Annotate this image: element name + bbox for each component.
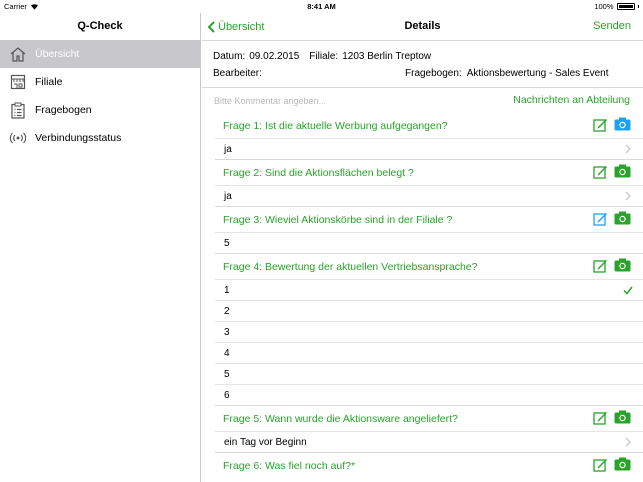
clipboard-icon — [9, 101, 27, 119]
datum-label: Datum: — [213, 51, 246, 62]
comment-input[interactable]: Bitte Kommentar angeben... — [214, 96, 327, 106]
send-button[interactable]: Senden — [593, 20, 631, 32]
edit-note-icon[interactable] — [593, 457, 608, 472]
back-button-label: Übersicht — [218, 20, 265, 33]
camera-icon[interactable] — [614, 164, 631, 178]
edit-note-icon[interactable] — [593, 410, 608, 425]
option-row[interactable] — [215, 363, 643, 384]
home-icon — [9, 45, 27, 63]
camera-icon[interactable] — [614, 410, 631, 424]
sidebar-item-uebersicht[interactable] — [0, 40, 200, 68]
store-icon — [9, 73, 27, 91]
visit-info — [202, 40, 643, 88]
question-text: Frage 5: Wann wurde die Aktionsware angeliefert? — [223, 412, 458, 425]
answer-value: ein Tag vor Beginn — [224, 436, 307, 448]
question-block — [215, 160, 643, 207]
question-block — [215, 453, 643, 478]
option-value: 3 — [224, 326, 230, 338]
question-text: Frage 2: Sind die Aktionsflächen belegt ? — [223, 166, 414, 179]
answer-row[interactable] — [215, 431, 643, 452]
question-block — [215, 254, 643, 406]
sidebar-item-label: Filiale — [35, 76, 63, 88]
option-row[interactable] — [215, 384, 643, 405]
answer-value: ja — [224, 143, 232, 155]
sidebar-item-verbindungsstatus[interactable] — [0, 124, 200, 152]
sidebar-item-label: Verbindungsstatus — [35, 132, 122, 144]
edit-note-icon[interactable] — [593, 164, 608, 179]
camera-icon[interactable] — [614, 117, 631, 131]
edit-note-icon[interactable] — [593, 117, 608, 132]
chevron-right-icon — [623, 437, 633, 447]
fragebogen-label: Fragebogen: — [405, 68, 462, 79]
sidebar — [0, 13, 201, 482]
camera-icon[interactable] — [614, 211, 631, 225]
option-value: 4 — [224, 347, 230, 359]
comment-row — [202, 88, 643, 113]
fragebogen-value: Aktionsbewertung - Sales Event — [466, 68, 609, 79]
question-row — [215, 160, 643, 185]
chevron-right-icon — [623, 191, 633, 201]
filiale-value: 1203 Berlin Treptow — [342, 51, 432, 62]
question-text: Frage 1: Ist die aktuelle Werbung aufgegangen? — [223, 119, 448, 132]
option-row[interactable] — [215, 300, 643, 321]
carrier-label: Carrier — [4, 2, 27, 11]
question-row — [215, 254, 643, 279]
answer-value: 5 — [224, 237, 230, 249]
question-text: Frage 4: Bewertung der aktuellen Vertriebsansprache? — [223, 260, 478, 273]
question-row — [215, 406, 643, 431]
question-text: Frage 3: Wieviel Aktionskörbe sind in der Filiale ? — [223, 213, 453, 226]
edit-note-icon[interactable] — [593, 211, 608, 226]
option-value: 1 — [224, 284, 230, 296]
battery-percent: 100% — [594, 2, 614, 11]
clock: 8:41 AM — [307, 2, 336, 11]
option-value: 6 — [224, 389, 230, 401]
datum-value: 09.02.2015 — [249, 51, 300, 62]
question-list — [215, 113, 643, 478]
option-value: 5 — [224, 368, 230, 380]
question-row — [215, 113, 643, 138]
camera-icon[interactable] — [614, 258, 631, 272]
checkmark-icon — [622, 284, 634, 296]
option-row[interactable] — [215, 342, 643, 363]
question-text: Frage 6: Was fiel noch auf?* — [223, 459, 356, 472]
messages-to-department-button[interactable]: Nachrichten an Abteilung — [513, 94, 630, 106]
answer-row[interactable] — [215, 185, 643, 206]
status-bar — [0, 0, 643, 13]
navigation-bar — [202, 13, 643, 40]
question-row — [215, 453, 643, 478]
question-row — [215, 207, 643, 232]
sidebar-item-filiale[interactable] — [0, 68, 200, 96]
sidebar-item-label: Übersicht — [35, 48, 80, 60]
option-value: 2 — [224, 305, 230, 317]
page-title: Details — [404, 20, 441, 32]
question-block — [215, 207, 643, 254]
option-row[interactable] — [215, 279, 643, 300]
filiale-label: Filiale: — [309, 51, 339, 62]
answer-value: ja — [224, 190, 232, 202]
question-block — [215, 406, 643, 453]
answer-row[interactable] — [215, 232, 643, 253]
signal-icon — [9, 129, 27, 147]
option-row[interactable] — [215, 321, 643, 342]
sidebar-title: Q-Check — [77, 20, 123, 32]
question-block — [215, 113, 643, 160]
chevron-right-icon — [623, 144, 633, 154]
sidebar-item-fragebogen[interactable] — [0, 96, 200, 124]
camera-icon[interactable] — [614, 457, 631, 471]
detail-pane — [202, 13, 643, 482]
bearbeiter-label: Bearbeiter: — [213, 68, 262, 79]
answer-row[interactable] — [215, 138, 643, 159]
edit-note-icon[interactable] — [593, 258, 608, 273]
battery-icon — [617, 3, 635, 10]
sidebar-item-label: Fragebogen — [35, 104, 92, 116]
